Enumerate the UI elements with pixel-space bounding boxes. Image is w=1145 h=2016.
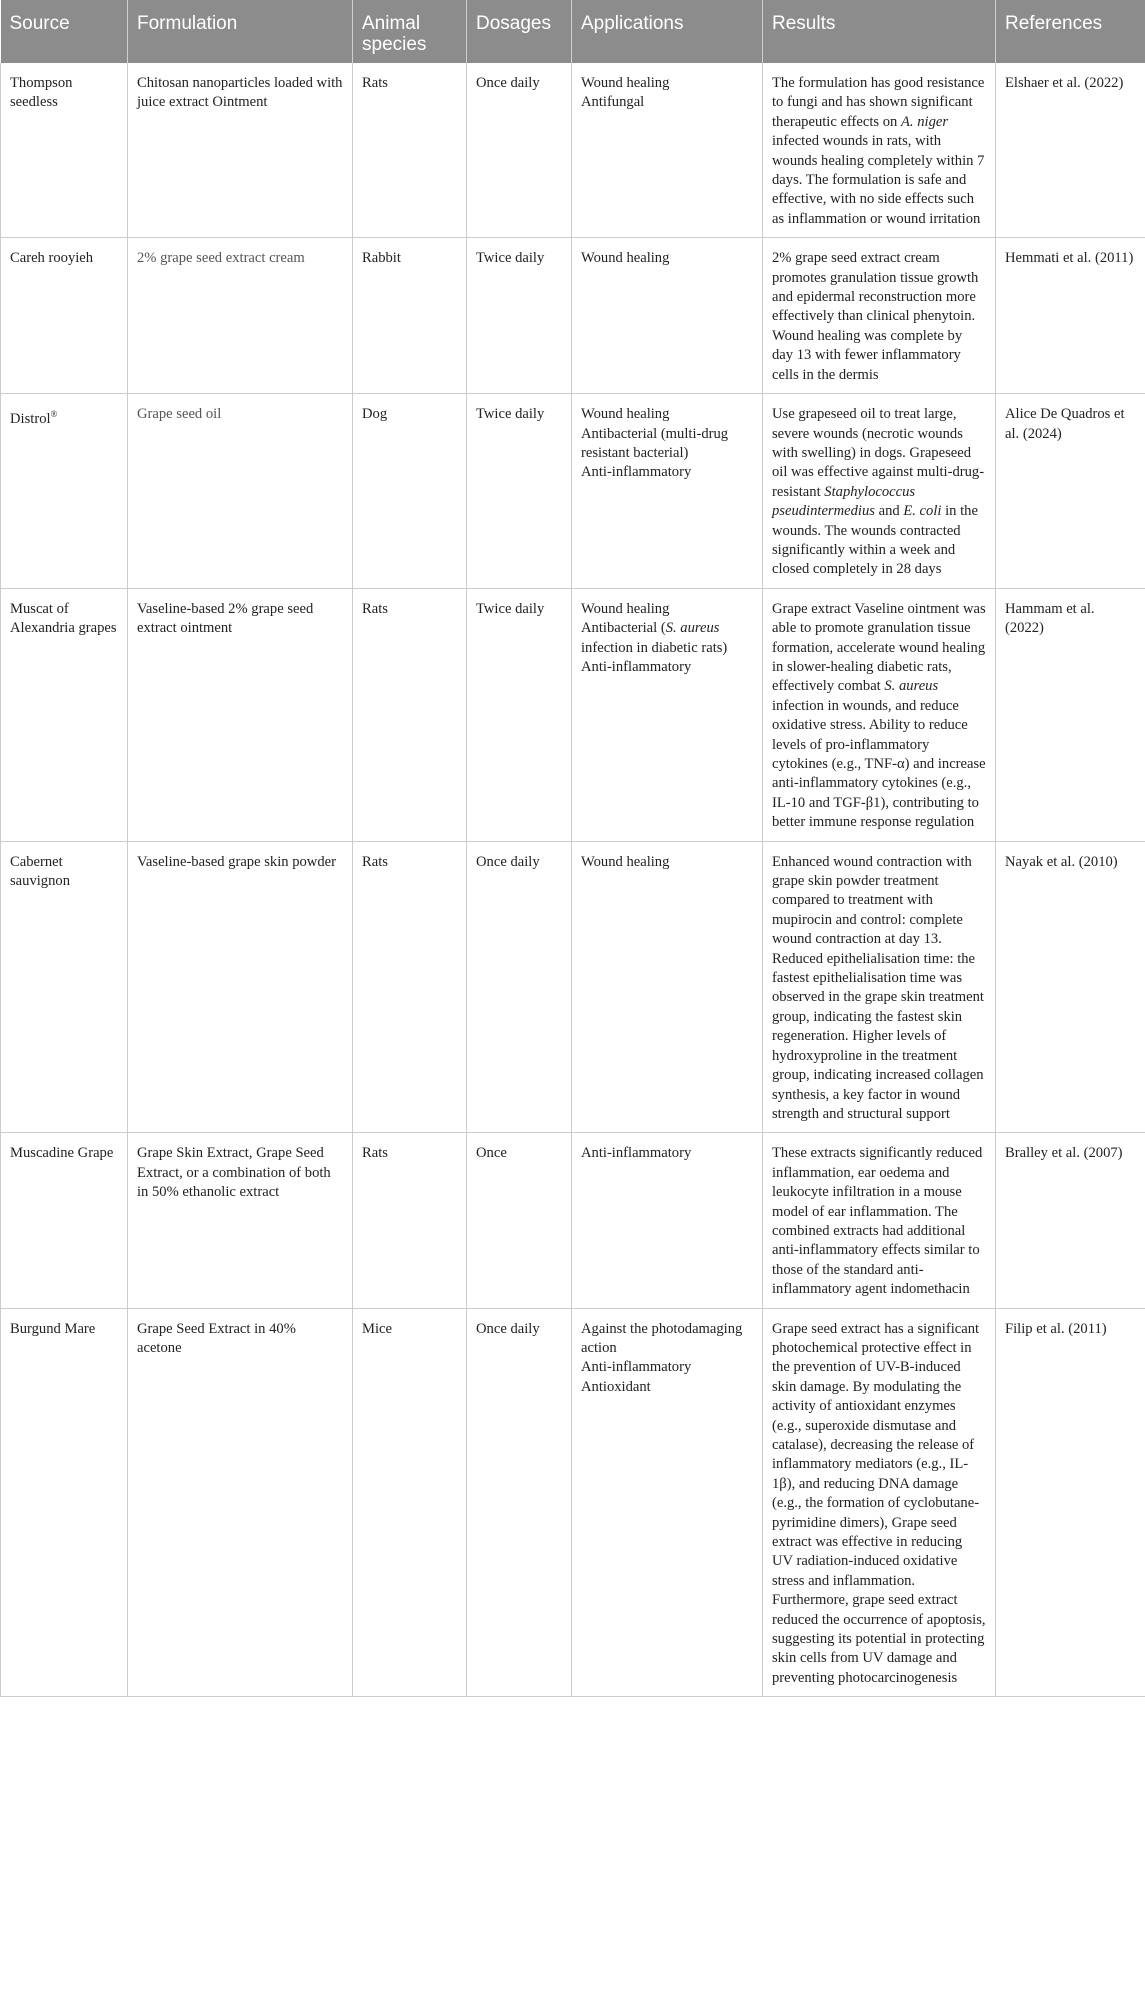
cell-reference: Filip et al. (2011) (996, 1308, 1145, 1697)
cell-formulation: Vaseline-based grape skin powder (128, 841, 353, 1133)
table-row (1, 1133, 1145, 1308)
application-text: S. aureus (665, 620, 720, 637)
source-text: Careh rooyieh (10, 250, 94, 267)
source-text: Burgund Mare (10, 1320, 96, 1337)
results-text: Grape extract Vaseline ointment was able to promote granulation tissue formation, accelerate wound healing in slower-healing diabetic rats, effectively combat (772, 600, 986, 695)
source-text: Muscadine Grape (10, 1145, 114, 1162)
application-line (581, 658, 753, 677)
cell-results (763, 588, 996, 841)
table-row (1, 238, 1145, 394)
cell-reference: Hemmati et al. (2011) (996, 238, 1145, 394)
source-text: Thompson seedless (10, 75, 73, 111)
cell-results (763, 841, 996, 1133)
cell-animal-species: Rats (353, 63, 467, 238)
cell-dosage: Once daily (467, 63, 572, 238)
table-body (1, 63, 1145, 1697)
application-line: Wound healing (581, 853, 670, 870)
table-row (1, 63, 1145, 238)
cell-dosage: Once daily (467, 841, 572, 1133)
header-references: References (996, 0, 1145, 63)
cell-formulation: Grape Skin Extract, Grape Seed Extract, or a combination of both in 50% ethanolic extract (128, 1133, 353, 1308)
results-text: and (874, 503, 904, 520)
table-row (1, 394, 1145, 589)
cell-applications (572, 1133, 763, 1308)
cell-applications (572, 1308, 763, 1697)
cell-applications (572, 588, 763, 841)
cell-formulation: Vaseline-based 2% grape seed extract ointment (128, 588, 353, 841)
results-text: S. aureus (884, 678, 939, 695)
results-text: in the wounds. The wounds contracted significantly within a week and closed completely in 28 days (772, 503, 978, 578)
source-text: Distrol (10, 410, 51, 427)
cell-source (1, 588, 128, 841)
header-applications: Applications (572, 0, 763, 63)
application-text: Anti-inflammatory (581, 658, 692, 675)
results-text: These extracts significantly reduced inflammation, ear oedema and leukocyte infiltration in a mouse model of ear inflammation. The combined extracts had additional anti-inflammatory effects similar to those of the standard anti-inflammatory agent indomethacin (772, 1145, 983, 1298)
cell-results (763, 1133, 996, 1308)
cell-source (1, 841, 128, 1133)
cell-source (1, 238, 128, 394)
cell-dosage: Once daily (467, 1308, 572, 1697)
cell-reference: Alice De Quadros et al. (2024) (996, 394, 1145, 589)
results-text: infected wounds in rats, with wounds healing completely within 7 days. The formulation is safe and effective, with no side effects such as inflammation or wound irritation (772, 133, 985, 227)
application-line: Anti-inflammatory (581, 464, 692, 481)
application-line: Anti-inflammatory (581, 1359, 692, 1376)
cell-results (763, 238, 996, 394)
cell-source (1, 1133, 128, 1308)
header-row (1, 0, 1145, 63)
application-line (581, 619, 753, 658)
cell-formulation: Chitosan nanoparticles loaded with juice extract Ointment (128, 63, 353, 238)
cell-animal-species: Rats (353, 841, 467, 1133)
cell-dosage: Twice daily (467, 394, 572, 589)
header-source: Source (1, 0, 128, 63)
source-text: Cabernet sauvignon (10, 853, 70, 890)
header-formulation: Formulation (128, 0, 353, 63)
cell-animal-species: Rats (353, 588, 467, 841)
cell-results (763, 1308, 996, 1697)
application-line: Wound healing (581, 406, 670, 423)
application-text: Wound healing (581, 600, 670, 617)
cell-reference: Hammam et al. (2022) (996, 588, 1145, 841)
cell-animal-species: Dog (353, 394, 467, 589)
table-row (1, 841, 1145, 1133)
cell-applications (572, 238, 763, 394)
registered-mark: ® (50, 409, 58, 420)
cell-applications (572, 63, 763, 238)
cell-reference: Nayak et al. (2010) (996, 841, 1145, 1133)
results-text: Enhanced wound contraction with grape skin powder treatment compared to treatment with mupirocin and control: complete wound contraction at day 13. Reduced epithelialisation time: the fastest epithelialisation time was observed in the grape skin treatment group, indicating the fastest skin regeneration. Higher levels of hydroxyproline in the treatment group, indicating increased collagen synthesis, a key factor in wound strength and structural support (772, 853, 984, 1122)
cell-applications (572, 394, 763, 589)
cell-results (763, 63, 996, 238)
results-text: Grape seed extract has a significant photochemical protective effect in the prevention of UV-B-induced skin damage. By modulating the activity of antioxidant enzymes (e.g., superoxide dismutase and catalase), decreasing the release of inflammatory mediators (e.g., IL-1β), and reducing DNA damage (e.g., the formation of cyclobutane-pyrimidine dimers), Grape seed extract was effective in reducing UV radiation-induced oxidative stress and inflammation. Furthermore, grape seed extract reduced the occurrence of apoptosis, suggesting its potential in protecting skin cells from UV damage and preventing photocarcinogenesis (772, 1320, 986, 1686)
cell-source (1, 1308, 128, 1697)
application-line: Antioxidant (581, 1378, 651, 1395)
application-line: Antifungal (581, 94, 645, 111)
cell-animal-species: Mice (353, 1308, 467, 1697)
cell-source (1, 394, 128, 589)
cell-dosage: Once (467, 1133, 572, 1308)
cell-reference: Elshaer et al. (2022) (996, 63, 1145, 238)
source-text: Muscat of Alexandria grapes (10, 600, 117, 637)
results-text: The formulation has good resistance to fungi and has shown significant therapeutic effects on (772, 75, 985, 130)
application-text: Antibacterial ( (581, 620, 666, 637)
application-line: Wound healing (581, 250, 670, 267)
application-line (581, 600, 753, 619)
header-dosages: Dosages (467, 0, 572, 63)
cell-formulation: Grape seed oil (128, 394, 353, 589)
cell-reference: Bralley et al. (2007) (996, 1133, 1145, 1308)
results-text: 2% grape seed extract cream promotes granulation tissue growth and epidermal reconstruction more effectively than clinical phenytoin. Wound healing was complete by day 13 with fewer inflammatory cells in the dermis (772, 250, 979, 383)
header-animal-species: Animal species (353, 0, 467, 63)
cell-formulation: 2% grape seed extract cream (128, 238, 353, 394)
cell-source (1, 63, 128, 238)
cell-animal-species: Rabbit (353, 238, 467, 394)
results-text: E. coli (903, 503, 942, 520)
application-line: Antibacterial (multi-drug resistant bacterial) (581, 425, 729, 461)
results-text: Use grapeseed oil to treat large, severe wounds (necrotic wounds with swelling) in dogs. Grapeseed oil was effective against multi-drug-resistant (772, 406, 985, 500)
cell-applications (572, 841, 763, 1133)
application-line: Against the photodamaging action (581, 1320, 743, 1356)
cell-dosage: Twice daily (467, 238, 572, 394)
results-text: A. niger (901, 113, 949, 130)
application-line: Anti-inflammatory (581, 1145, 692, 1162)
table-row (1, 1308, 1145, 1697)
results-text: Staphylococcus pseudintermedius (772, 483, 916, 520)
table-row (1, 588, 1145, 841)
cell-animal-species: Rats (353, 1133, 467, 1308)
cell-formulation: Grape Seed Extract in 40% acetone (128, 1308, 353, 1697)
application-line: Wound healing (581, 75, 670, 91)
cell-results (763, 394, 996, 589)
header-results: Results (763, 0, 996, 63)
application-text: infection in diabetic rats) (581, 639, 728, 656)
cell-dosage: Twice daily (467, 588, 572, 841)
results-text: infection in wounds, and reduce oxidative stress. Ability to reduce levels of pro-inflammatory cytokines (e.g., TNF-α) and increase anti-inflammatory cytokines (e.g., IL-10 and TGF-β1), contributing to better immune response regulation (772, 697, 986, 831)
